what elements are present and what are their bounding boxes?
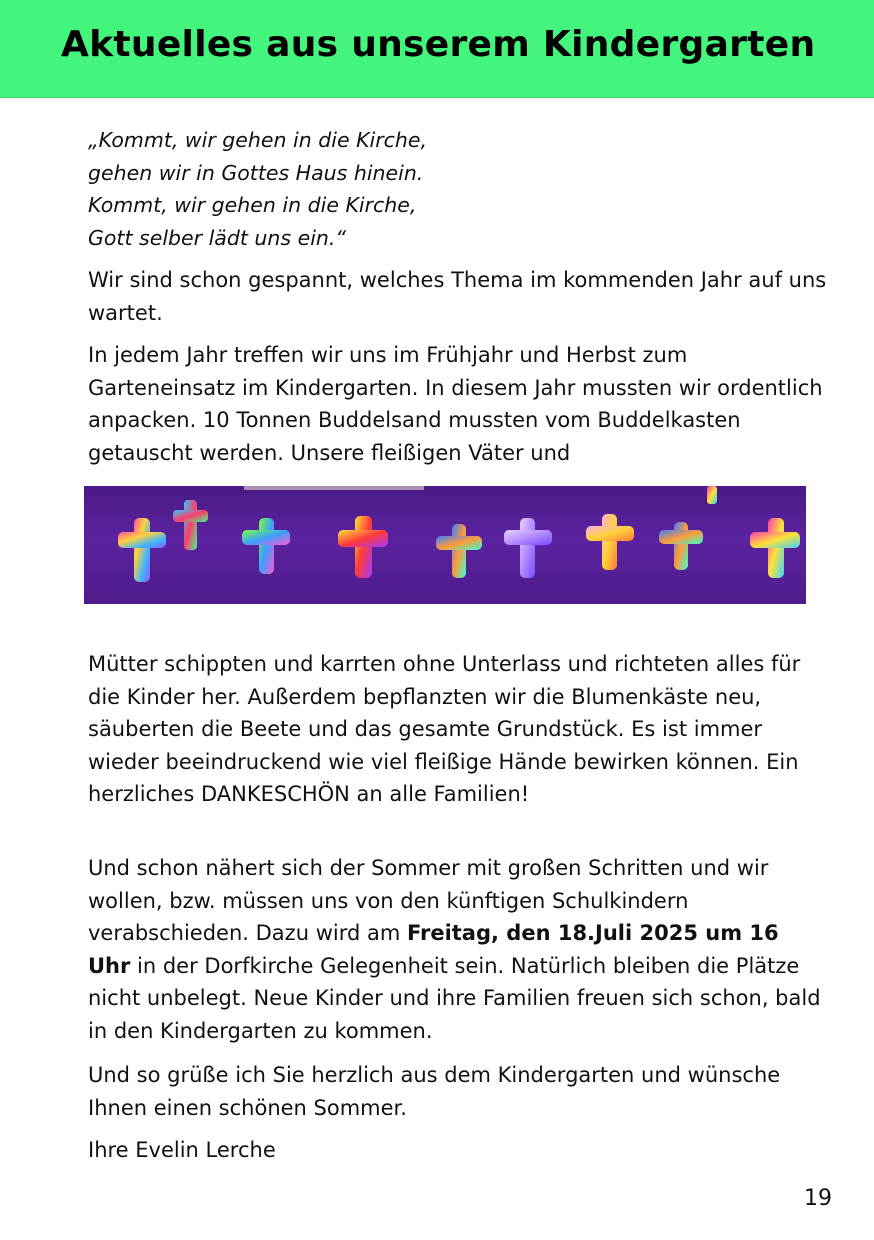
paragraph-text: Mütter schippten und karrten ohne Unterlass und richteten alles für die Kinder her. Außerdem bepflanzten wir die Blumenkäste neu, säuberten die Beete und das gesamte Grundstück. Es ist immer wieder beeindruckend wie viel fleißige Hände bewirken können. Ein herzliches DANKESCHÖN an alle Familien! <box>88 652 801 806</box>
signature <box>88 1134 828 1167</box>
cross-4 <box>338 516 388 578</box>
event-date-highlight: Freitag, den 18.Juli 2025 um 16 Uhr <box>88 921 779 978</box>
poem-quote <box>88 124 828 254</box>
cross-2 <box>173 500 208 550</box>
cross-3 <box>242 518 290 574</box>
paragraph-text: Und so grüße ich Sie herzlich aus dem Kindergarten und wünsche Ihnen einen schönen Sommer. <box>88 1063 781 1120</box>
page-title: Aktuelles aus unserem Kindergarten <box>61 24 816 65</box>
quote-line: gehen wir in Gottes Haus hinein. <box>88 160 424 185</box>
paragraph-text-part: Und schon nähert sich der Sommer mit großen Schritten und wir wollen, bzw. müssen uns von den künftigen Schulkindern verabschieden. Dazu wird am <box>88 856 769 945</box>
paragraph-text: Wir sind schon gespannt, welches Thema im kommenden Jahr auf uns wartet. <box>88 268 827 325</box>
quote-line: „Kommt, wir gehen in die Kirche, <box>88 128 428 152</box>
page-number: 19 <box>804 1186 832 1211</box>
cross-7 <box>586 514 634 570</box>
paragraph-greeting <box>88 1059 828 1124</box>
signature-text: Ihre Evelin Lerche <box>88 1138 276 1162</box>
paragraph-thanks <box>88 648 828 811</box>
quote-line: Gott selber lädt uns ein.“ <box>88 225 347 250</box>
painted-crosses-photo <box>84 486 806 604</box>
page-header-banner <box>0 0 874 98</box>
paragraph-text <box>88 852 828 1047</box>
cross-9 <box>707 486 717 504</box>
paragraph-text-part: in der Dorfkirche Gelegenheit sein. Natürlich bleiben die Plätze nicht unbelegt. Neue Kinder und ihre Familien freuen sich schon, bald in den Kindergarten zu kommen. <box>88 953 821 1043</box>
quote-line: Kommt, wir gehen in die Kirche, <box>88 193 417 217</box>
cross-10 <box>750 518 800 578</box>
cross-8 <box>659 522 703 570</box>
paragraph-theme <box>88 264 828 329</box>
paragraph-farewell <box>88 852 828 1047</box>
paragraph-text: In jedem Jahr treffen wir uns im Frühjahr und Herbst zum Garteneinsatz im Kindergarten. In diesem Jahr mussten wir ordentlich anpacken. 10 Tonnen Buddelsand mussten vom Buddelkasten getauscht werden. Unsere fleißigen Väter und <box>88 343 823 465</box>
cross-6 <box>504 518 552 578</box>
paragraph-garden-work <box>88 339 828 469</box>
cross-5 <box>436 524 482 578</box>
cross-1 <box>118 518 166 582</box>
